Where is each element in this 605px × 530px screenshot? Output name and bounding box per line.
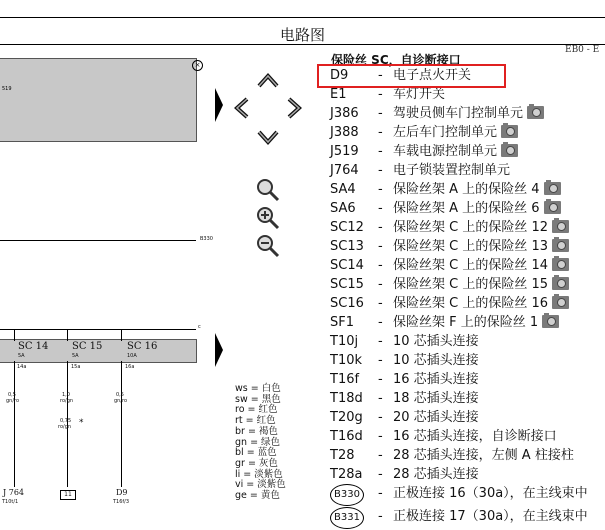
arrow-right-icon[interactable]	[286, 97, 302, 119]
separator-dash: -	[378, 334, 383, 349]
component-desc	[393, 218, 569, 237]
component-code: J386	[330, 106, 359, 121]
camera-icon[interactable]	[527, 106, 544, 119]
camera-icon[interactable]	[552, 296, 569, 309]
component-row[interactable]	[330, 294, 605, 313]
component-desc-text: 驾驶员侧车门控制单元	[393, 106, 524, 121]
separator-dash: -	[378, 296, 383, 311]
component-row[interactable]	[330, 180, 605, 199]
component-desc-text: 车载电源控制单元	[393, 144, 498, 159]
component-code: D9	[330, 68, 349, 83]
wire-id: 16a	[125, 364, 135, 370]
module-block	[0, 58, 197, 142]
separator-dash: -	[378, 448, 383, 463]
color-legend	[235, 384, 315, 502]
component-code: SC12	[330, 220, 364, 235]
separator-dash: -	[378, 106, 383, 121]
fuse-amp: 5A	[72, 353, 79, 359]
module-block-label: 519	[2, 86, 12, 92]
component-row[interactable]	[330, 275, 605, 294]
separator-dash: -	[378, 315, 383, 330]
component-code: E1	[330, 87, 347, 102]
component-row[interactable]	[330, 389, 605, 408]
component-row[interactable]	[330, 446, 605, 465]
component-code: SA6	[330, 201, 356, 216]
component-code	[330, 507, 364, 529]
component-row[interactable]	[330, 313, 605, 332]
component-code: SC13	[330, 239, 364, 254]
separator-dash: -	[378, 467, 383, 482]
component-code: T28a	[330, 467, 363, 482]
separator-dash: -	[378, 353, 383, 368]
bus-end-mark: c	[198, 324, 201, 330]
component-desc	[393, 104, 544, 123]
component-list	[330, 66, 605, 530]
component-desc	[393, 294, 569, 313]
component-code: T20g	[330, 410, 363, 425]
wire-marker: *	[79, 418, 84, 428]
color-legend-row: br = 褐色	[235, 425, 278, 437]
wire-color: ro/gn	[58, 424, 72, 430]
separator-dash: -	[378, 87, 383, 102]
component-row[interactable]	[330, 351, 605, 370]
component-row[interactable]	[330, 484, 605, 507]
component-row[interactable]	[330, 104, 605, 123]
top-bus-wire	[0, 329, 196, 330]
camera-icon[interactable]	[544, 201, 561, 214]
component-code: SA4	[330, 182, 356, 197]
wire-color: ro/gn	[60, 398, 74, 404]
component-desc-text: 保险丝架 C 上的保险丝 13	[393, 239, 549, 254]
selection-highlight	[317, 64, 506, 88]
color-legend-row: li = 淡紫色	[235, 468, 283, 480]
component-row[interactable]	[330, 199, 605, 218]
wire-color: gn/ro	[6, 398, 20, 404]
arrow-down-icon[interactable]	[257, 129, 279, 145]
circled-code: B330	[330, 484, 364, 506]
component-code: T10k	[330, 353, 363, 368]
component-desc	[393, 408, 479, 427]
circled-code: B331	[330, 507, 364, 529]
bus-wire	[0, 240, 196, 241]
component-desc	[393, 256, 569, 275]
zoom-in-icon[interactable]	[256, 206, 280, 230]
component-desc-text: 保险丝架 C 上的保险丝 12	[393, 220, 549, 235]
component-desc-text: 车灯开关	[393, 87, 446, 102]
separator-dash: -	[378, 220, 383, 235]
component-code: T18d	[330, 391, 363, 406]
component-desc-text: 保险丝架 C 上的保险丝 14	[393, 258, 549, 273]
component-desc-text: 保险丝架 C 上的保险丝 16	[393, 296, 549, 311]
component-desc-text: 20 芯插头连接	[393, 410, 479, 425]
separator-dash: -	[378, 125, 383, 140]
component-row[interactable]	[330, 408, 605, 427]
component-desc-text: 正极连接 17（30a），在主线束中	[393, 509, 588, 524]
fuse-wire	[14, 361, 15, 487]
separator-dash: -	[378, 486, 383, 501]
separator-dash: -	[378, 163, 383, 178]
corner-text: EB0 - E	[565, 45, 600, 55]
color-legend-row: ge = 黄色	[235, 490, 280, 502]
separator-dash: -	[378, 429, 383, 444]
component-desc-text: 16 芯插头连接	[393, 372, 479, 387]
component-row[interactable]	[330, 142, 605, 161]
fuse-wire	[121, 329, 122, 341]
fuse-amp: 5A	[18, 353, 25, 359]
component-desc-text: 保险丝架 C 上的保险丝 15	[393, 277, 549, 292]
component-code: J764	[330, 163, 359, 178]
color-legend-row: vi = 淡紫色	[235, 479, 286, 491]
component-code: T10j	[330, 334, 359, 349]
separator-dash: -	[378, 509, 383, 524]
separator-dash: -	[378, 372, 383, 387]
component-code: J519	[330, 144, 359, 159]
component-label: J 764	[3, 488, 25, 497]
color-legend-row: ws = 白色	[235, 383, 281, 394]
component-sub: T10t/1	[2, 499, 19, 505]
zoom-icon[interactable]	[256, 178, 280, 202]
camera-icon[interactable]	[542, 315, 559, 328]
component-code: J388	[330, 125, 359, 140]
separator-dash: -	[378, 239, 383, 254]
component-row[interactable]	[330, 507, 605, 530]
component-desc	[393, 389, 479, 408]
title-rule	[0, 44, 605, 45]
separator-dash: -	[378, 201, 383, 216]
component-desc	[393, 370, 479, 389]
camera-icon[interactable]	[552, 220, 569, 233]
component-desc	[393, 313, 559, 332]
component-desc	[393, 332, 479, 351]
arrow-left-icon[interactable]	[234, 97, 250, 119]
fuse-name: SC 16	[127, 341, 158, 352]
arrow-up-icon[interactable]	[257, 73, 279, 89]
component-desc-text: 保险丝架 F 上的保险丝 1	[393, 315, 539, 330]
camera-icon[interactable]	[552, 239, 569, 252]
component-desc-text: 电子锁装置控制单元	[393, 163, 511, 178]
camera-icon[interactable]	[552, 277, 569, 290]
component-label: D9	[116, 488, 128, 497]
component-desc	[393, 275, 569, 294]
component-desc	[393, 142, 518, 161]
separator-dash: -	[378, 182, 383, 197]
component-desc-text: 左后车门控制单元	[393, 125, 498, 140]
top-rule	[0, 17, 605, 18]
component-row[interactable]	[330, 218, 605, 237]
component-row[interactable]	[330, 427, 605, 446]
component-desc	[393, 199, 561, 218]
component-desc-text: 28 芯插头连接，左侧 A 柱接柱	[393, 448, 574, 463]
bus-wire-label: B330	[200, 236, 213, 242]
component-code: T28	[330, 448, 355, 463]
component-desc-text: 10 芯插头连接	[393, 334, 479, 349]
component-row[interactable]	[330, 370, 605, 389]
wire-id: 15a	[71, 364, 81, 370]
component-desc-text: 10 芯插头连接	[393, 353, 479, 368]
play-icon[interactable]	[214, 333, 224, 367]
component-row[interactable]	[330, 256, 605, 275]
color-legend-row: sw = 黑色	[235, 393, 281, 405]
component-code: T16d	[330, 429, 363, 444]
component-code: SC15	[330, 277, 364, 292]
component-row[interactable]	[330, 123, 605, 142]
fuse-amp: 10A	[127, 353, 137, 359]
separator-dash: -	[378, 410, 383, 425]
component-code	[330, 484, 364, 506]
wire-size: 1,0	[62, 392, 70, 398]
camera-icon[interactable]	[552, 258, 569, 271]
list-heading: 保险丝 SC，自诊断接口	[331, 53, 461, 67]
fuse-wire	[14, 329, 15, 341]
camera-icon[interactable]	[501, 144, 518, 157]
component-code: T16f	[330, 372, 360, 387]
zoom-out-icon[interactable]	[256, 234, 280, 258]
component-row[interactable]	[330, 237, 605, 256]
wire-color: gn/ro	[114, 398, 128, 404]
component-row[interactable]	[330, 332, 605, 351]
wire-size: 0,5	[8, 392, 16, 398]
separator-dash: -	[378, 144, 383, 159]
close-mark-icon: ×	[192, 60, 203, 71]
play-icon[interactable]	[214, 88, 224, 122]
fuse-wire	[121, 361, 122, 487]
wire-size: 0,5	[116, 392, 124, 398]
component-row[interactable]	[330, 161, 605, 180]
component-desc-text: 正极连接 16（30a），在主线束中	[393, 486, 588, 501]
component-row[interactable]	[330, 465, 605, 484]
color-legend-row: bl = 蓝色	[235, 447, 277, 459]
fuse-wire	[67, 329, 68, 341]
component-desc-text: 电子点火开关	[393, 68, 472, 83]
window-title: 电路图	[279, 26, 325, 44]
component-desc	[393, 123, 518, 142]
color-legend-row: rt = 红色	[235, 415, 276, 427]
separator-dash: -	[378, 68, 383, 83]
component-desc	[393, 351, 479, 370]
component-code: SF1	[330, 315, 355, 330]
component-code: SC16	[330, 296, 364, 311]
wire-id: 14a	[17, 364, 27, 370]
camera-icon[interactable]	[501, 125, 518, 138]
component-desc	[393, 427, 557, 446]
color-legend-row: ro = 红色	[235, 404, 278, 416]
component-desc	[393, 465, 479, 484]
fuse-name: SC 15	[72, 341, 103, 352]
component-desc-text: 保险丝架 A 上的保险丝 6	[393, 201, 540, 216]
component-desc-text: 16 芯插头连接，自诊断接口	[393, 429, 557, 444]
component-desc	[393, 180, 561, 199]
component-desc-text: 18 芯插头连接	[393, 391, 479, 406]
component-code: SC14	[330, 258, 364, 273]
component-desc-text: 保险丝架 A 上的保险丝 4	[393, 182, 540, 197]
component-desc	[393, 446, 574, 465]
component-desc	[393, 507, 588, 526]
component-desc	[393, 484, 588, 503]
separator-dash: -	[378, 391, 383, 406]
separator-dash: -	[378, 277, 383, 292]
wire-size: 0,75	[60, 418, 72, 424]
connector-box: 11	[60, 490, 76, 500]
component-desc-text: 28 芯插头连接	[393, 467, 479, 482]
component-desc	[393, 161, 510, 180]
component-desc	[393, 237, 569, 256]
separator-dash: -	[378, 258, 383, 273]
color-legend-row: gn = 绿色	[235, 436, 281, 448]
camera-icon[interactable]	[544, 182, 561, 195]
color-legend-row: gr = 灰色	[235, 457, 278, 469]
component-sub: T16f/3	[113, 499, 130, 505]
fuse-name: SC 14	[18, 341, 49, 352]
